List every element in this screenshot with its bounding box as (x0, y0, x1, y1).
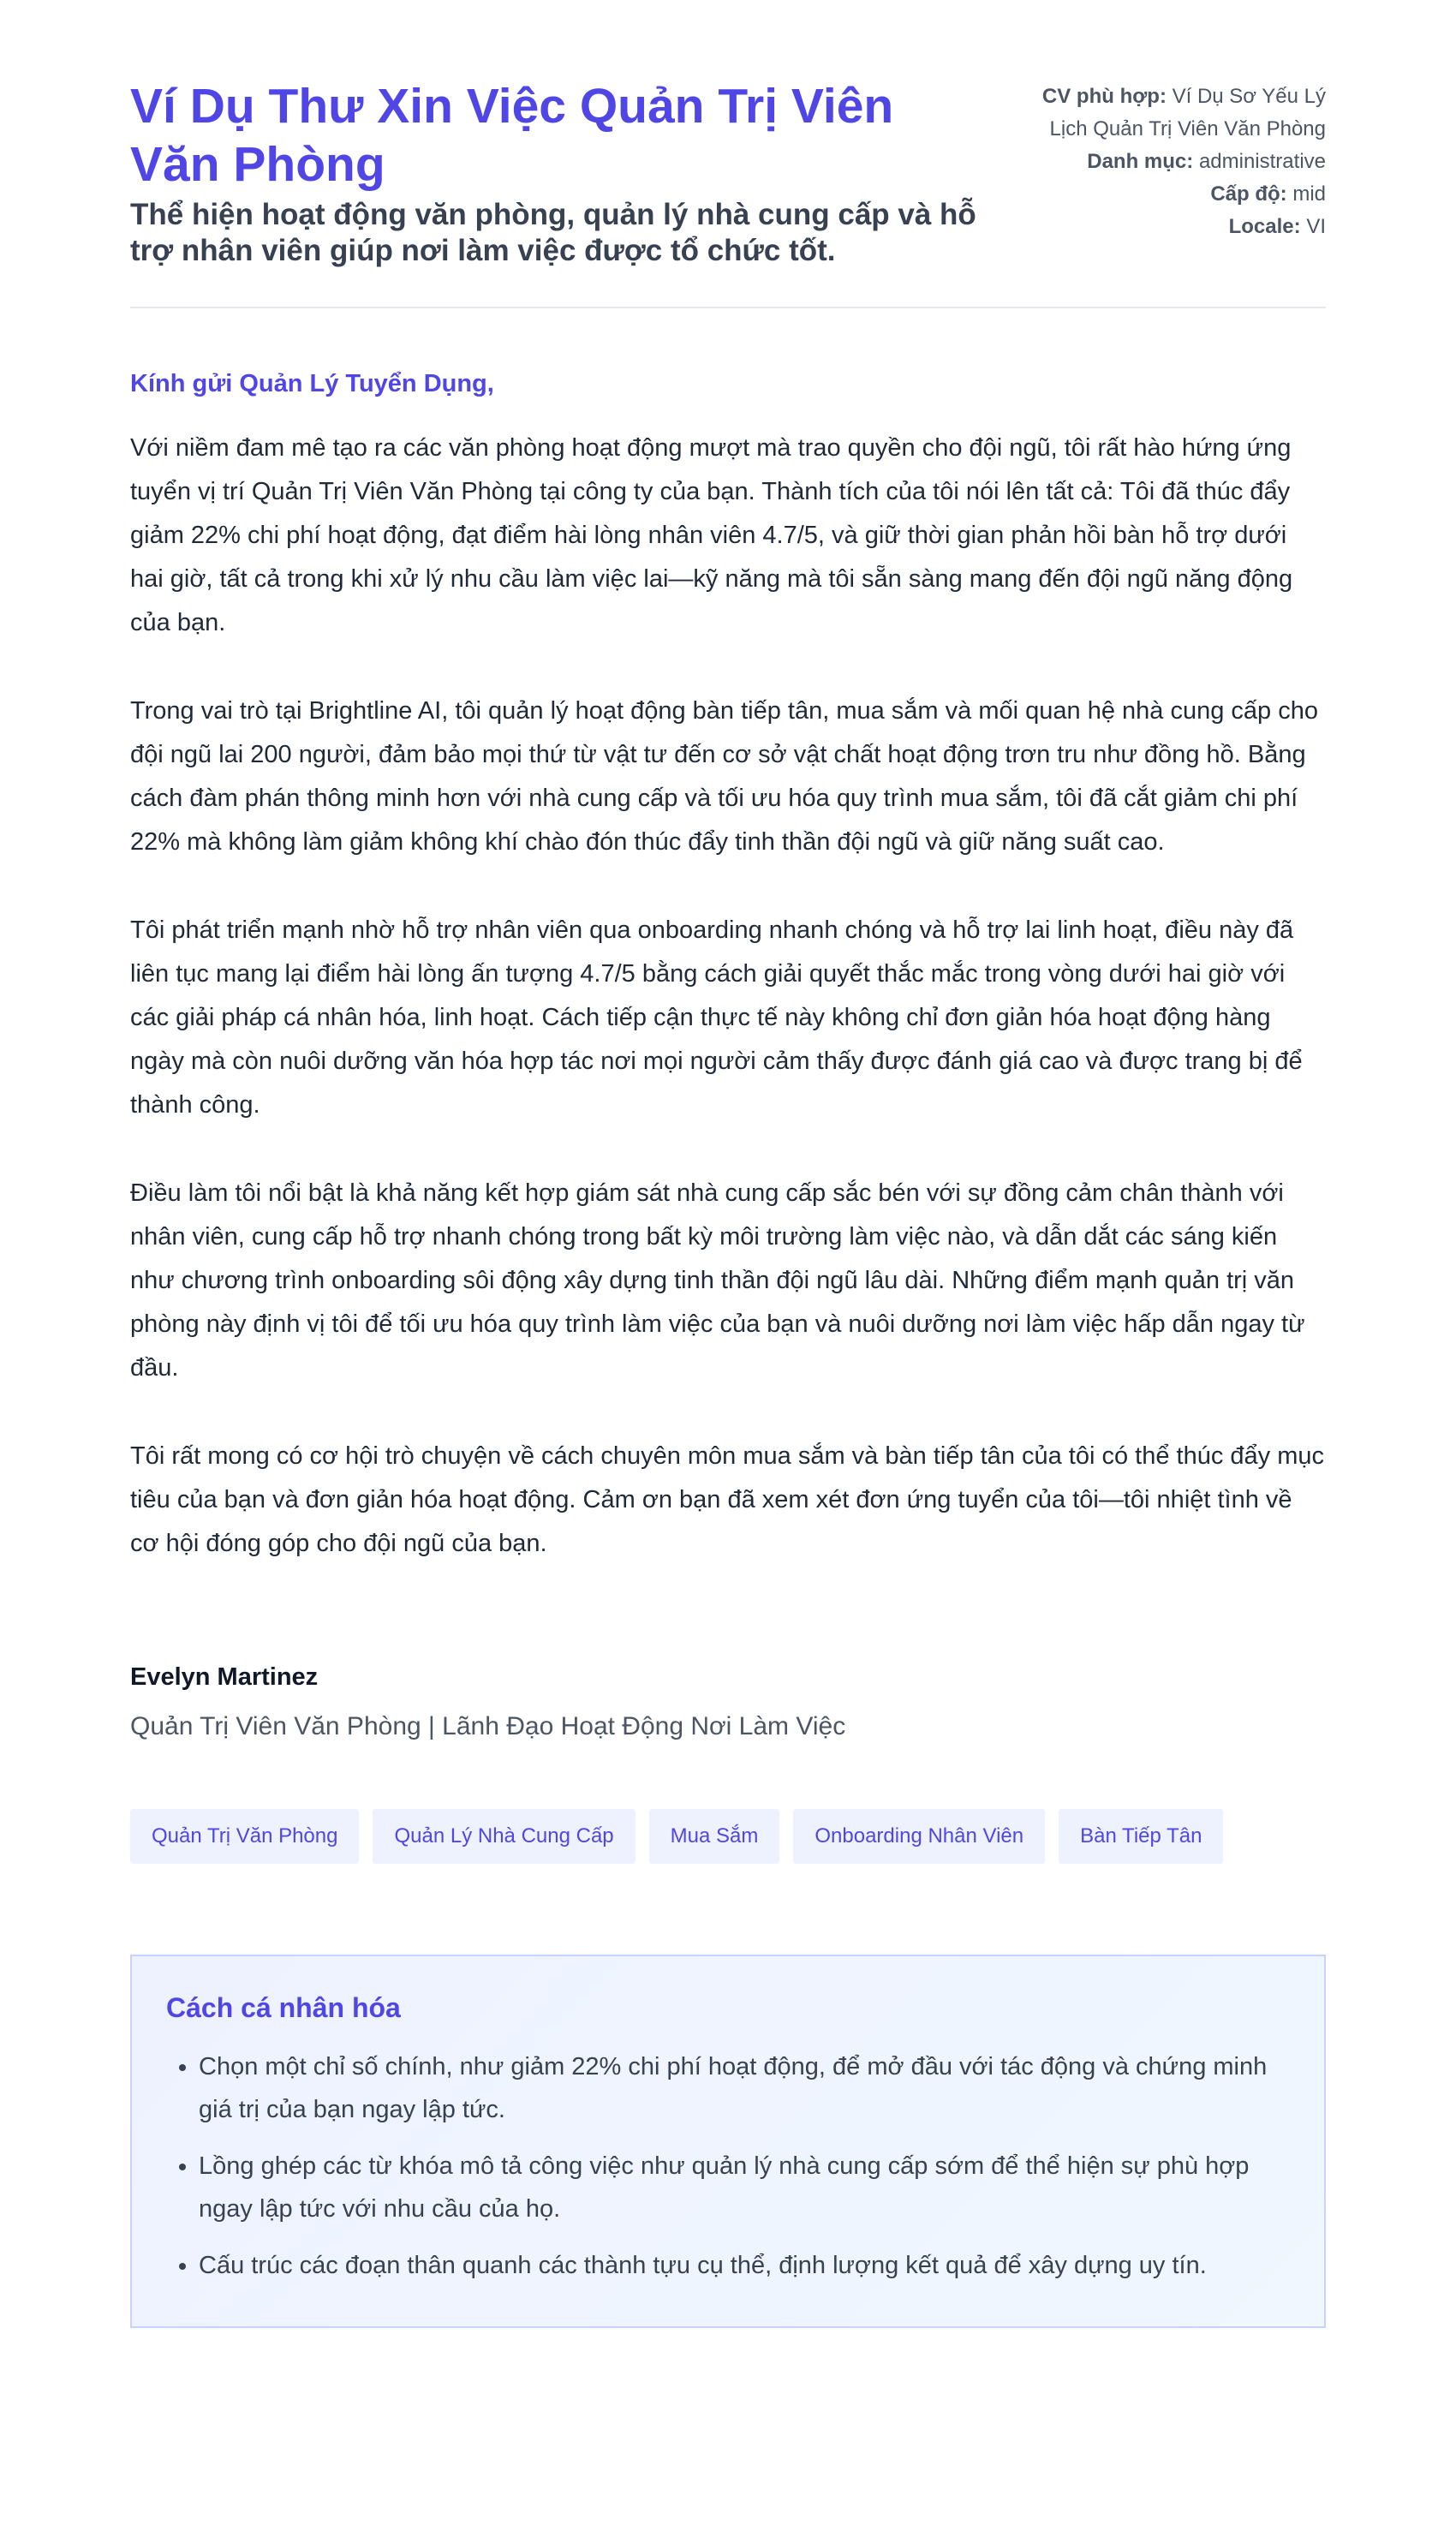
meta-level (1000, 178, 1326, 211)
tips-title: Cách cá nhân hóa (166, 1992, 401, 2023)
skill-tag[interactable]: Quản Trị Văn Phòng (130, 1809, 359, 1864)
meta-cv-label: CV phù hợp: (1041, 85, 1167, 108)
skill-tag[interactable]: Bàn Tiếp Tân (1059, 1809, 1223, 1864)
tip-item: • Chọn một chỉ số chính, như giảm 22% chi phí hoạt động, để mở đầu với tác động và chứng minh giá trị của bạn ngay lập tức. (199, 2045, 1290, 2131)
meta-level-label: Cấp độ: (1210, 182, 1287, 206)
letter-greeting: Kính gửi Quản Lý Tuyển Dụng, (130, 370, 494, 397)
page-subtitle: Thể hiện hoạt động văn phòng, quản lý nhà cung cấp và hỗ trợ nhân viên giúp nơi làm việc được tổ chức tốt. (130, 198, 976, 267)
meta-category-value: administrative (1198, 150, 1326, 173)
meta-locale (1000, 211, 1326, 243)
meta-locale-value: VI (1306, 215, 1326, 238)
meta-panel (1000, 77, 1326, 243)
meta-category (1000, 146, 1326, 178)
skill-tag[interactable]: Quản Lý Nhà Cung Cấp (373, 1809, 635, 1864)
tip-item: • Lồng ghép các từ khóa mô tả công việc như quản lý nhà cung cấp sớm để thể hiện sự phù hợp ngay lập tức với nhu cầu của họ. (199, 2145, 1290, 2230)
tip-item: • Cấu trúc các đoạn thân quanh các thành tựu cụ thể, định lượng kết quả để xây dựng uy tín. (199, 2244, 1290, 2287)
letter-body (130, 427, 1326, 1566)
personalization-tips (130, 1955, 1326, 2328)
cover-letter-page (130, 0, 1326, 2328)
signature-name: Evelyn Martinez (130, 1663, 319, 1691)
letter-paragraph: Tôi rất mong có cơ hội trò chuyện về cách chuyên môn mua sắm và bàn tiếp tân của tôi có thể thúc đẩy mục tiêu của bạn và đơn giản hóa hoạt động. Cảm ơn bạn đã xem xét đơn ứng tuyển của tôi—tôi nhiệt tình về cơ hội đóng góp cho đội ngũ của bạn. (130, 1442, 1325, 1557)
meta-category-label: Danh mục: (1087, 150, 1194, 173)
signature-role: Quản Trị Viên Văn Phòng | Lãnh Đạo Hoạt Động Nơi Làm Việc (130, 1712, 846, 1740)
letter-paragraph: Điều làm tôi nổi bật là khả năng kết hợp giám sát nhà cung cấp sắc bén với sự đồng cảm chân thành với nhân viên, cung cấp hỗ trợ nhanh chóng trong bất kỳ môi trường làm việc nào, và dẫn dắt các sáng kiến như chương trình onboarding sôi động xây dựng tinh thần đội ngũ lâu dài. Những điểm mạnh quản trị văn phòng này định vị tôi để tối ưu hóa quy trình làm việc của bạn và nuôi dưỡng nơi làm việc hấp dẫn ngay từ đầu. (130, 1179, 1305, 1382)
page-title: Ví Dụ Thư Xin Việc Quản Trị Viên Văn Phòng (130, 79, 894, 192)
tips-list (166, 2045, 1290, 2287)
page-header (130, 77, 1326, 308)
meta-cv-value[interactable]: Ví Dụ Sơ Yếu Lý Lịch Quản Trị Viên Văn Phòng (1049, 85, 1326, 140)
skill-tag[interactable]: Mua Sắm (649, 1809, 780, 1864)
meta-locale-label: Locale: (1228, 215, 1301, 238)
meta-level-value: mid (1292, 182, 1326, 206)
skill-tag[interactable]: Onboarding Nhân Viên (793, 1809, 1045, 1864)
letter-paragraph: Trong vai trò tại Brightline AI, tôi quản lý hoạt động bàn tiếp tân, mua sắm và mối quan hệ nhà cung cấp cho đội ngũ lai 200 người, đảm bảo mọi thứ từ vật tư đến cơ sở vật chất hoạt động trơn tru như đồng hồ. Bằng cách đàm phán thông minh hơn với nhà cung cấp và tối ưu hóa quy trình mua sắm, tôi đã cắt giảm chi phí 22% mà không làm giảm không khí chào đón thúc đẩy tinh thần đội ngũ và giữ năng suất cao. (130, 697, 1318, 856)
letter-paragraph: Tôi phát triển mạnh nhờ hỗ trợ nhân viên qua onboarding nhanh chóng và hỗ trợ lai linh hoạt, điều này đã liên tục mang lại điểm hài lòng ấn tượng 4.7/5 bằng cách giải quyết thắc mắc trong vòng dưới hai giờ với các giải pháp cá nhân hóa, linh hoạt. Cách tiếp cận thực tế này không chỉ đơn giản hóa hoạt động hàng ngày mà còn nuôi dưỡng văn hóa hợp tác nơi mọi người cảm thấy được đánh giá cao và được trang bị để thành công. (130, 916, 1303, 1119)
meta-cv (1000, 81, 1326, 146)
signature-block (130, 1660, 1326, 1744)
letter-paragraph: Với niềm đam mê tạo ra các văn phòng hoạt động mượt mà trao quyền cho đội ngũ, tôi rất hào hứng ứng tuyển vị trí Quản Trị Viên Văn Phòng tại công ty của bạn. Thành tích của tôi nói lên tất cả: Tôi đã thúc đẩy giảm 22% chi phí hoạt động, đạt điểm hài lòng nhân viên 4.7/5, và giữ thời gian phản hồi bàn hỗ trợ dưới hai giờ, tất cả trong khi xử lý nhu cầu làm việc lai—kỹ năng mà tôi sẵn sàng mang đến đội ngũ năng động của bạn. (130, 434, 1293, 636)
skill-tags (130, 1809, 1326, 1864)
header-titles (130, 77, 976, 269)
